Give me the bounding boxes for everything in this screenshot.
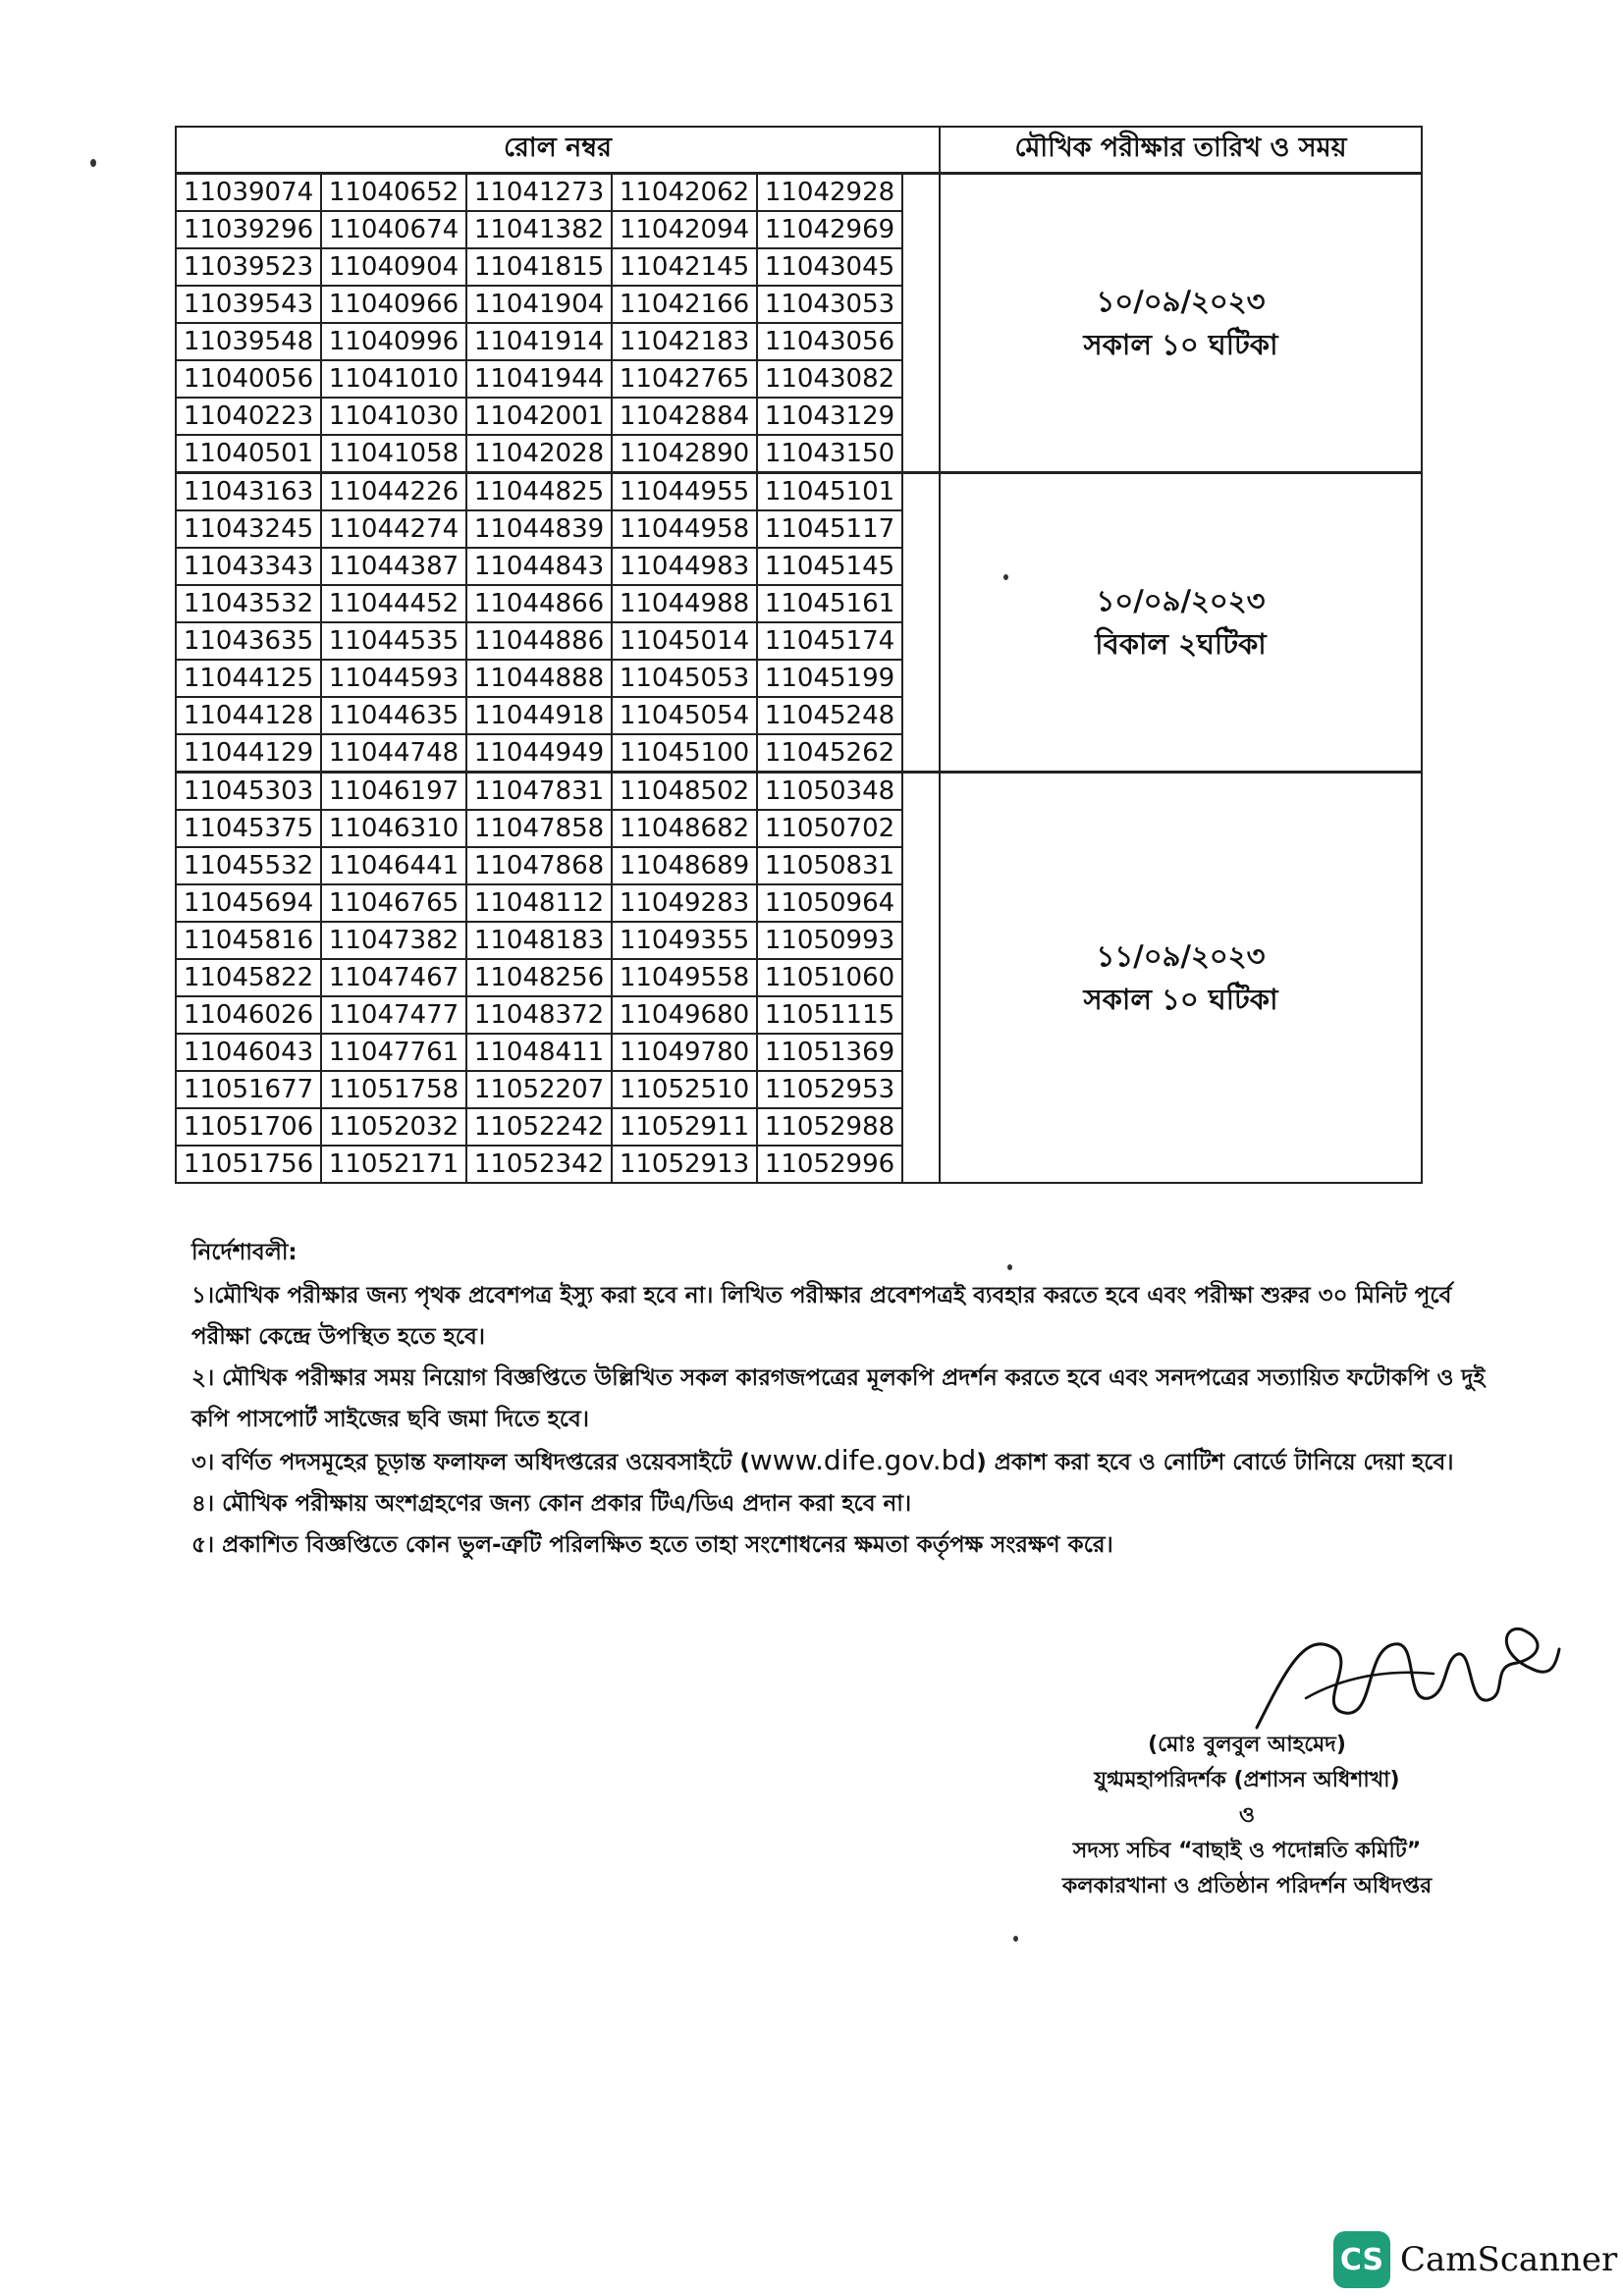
- roll-number-cell: 11044983: [612, 548, 757, 585]
- roll-number-cell: 11051677: [176, 1071, 321, 1108]
- roll-number-cell: 11043129: [757, 398, 902, 435]
- spacer-cell: [902, 959, 940, 996]
- interview-schedule-header: মৌখিক পরীক্ষার তারিখ ও সময়: [940, 127, 1422, 174]
- roll-number-cell: 11044387: [321, 548, 466, 585]
- roll-number-cell: 11052510: [612, 1071, 757, 1108]
- roll-number-cell: 11045822: [176, 959, 321, 996]
- table-header-row: [176, 127, 1422, 174]
- spacer-cell: [902, 323, 940, 360]
- interview-time: বিকাল ২ঘটিকা: [1095, 627, 1267, 661]
- instruction-item-3: [191, 1440, 1507, 1483]
- roll-number-header: রোল নম্বর: [176, 127, 940, 174]
- roll-number-cell: 11045145: [757, 548, 902, 585]
- roll-number-cell: 11042890: [612, 435, 757, 473]
- signatory-title: যুগ্মমহাপরিদর্শক (প্রশাসন অধিশাখা): [1094, 1768, 1400, 1792]
- spacer-cell: [902, 174, 940, 212]
- roll-number-cell: 11045014: [612, 622, 757, 660]
- roll-number-cell: 11045532: [176, 847, 321, 884]
- spacer-cell: [902, 510, 940, 548]
- roll-number-cell: 11051756: [176, 1146, 321, 1183]
- instruction-item-4: ৪। মৌখিক পরীক্ষায় অংশগ্রহণের জন্য কোন প্রকার টিএ/ডিএ প্রদান করা হবে না।: [191, 1491, 912, 1517]
- roll-number-cell: 11044226: [321, 473, 466, 511]
- roll-number-cell: 11052242: [466, 1108, 612, 1146]
- spacer-cell: [902, 585, 940, 622]
- signatory-conjunction: ও: [1238, 1803, 1256, 1828]
- spacer-cell: [902, 734, 940, 773]
- roll-number-cell: 11048183: [466, 922, 612, 959]
- roll-number-cell: 11044593: [321, 660, 466, 697]
- roll-number-cell: 11044825: [466, 473, 612, 511]
- roll-number-cell: 11049558: [612, 959, 757, 996]
- spacer-cell: [902, 810, 940, 847]
- roll-number-cell: 11039523: [176, 248, 321, 286]
- roll-number-cell: 11040904: [321, 248, 466, 286]
- roll-number-cell: 11047831: [466, 773, 612, 811]
- roll-number-cell: 11045053: [612, 660, 757, 697]
- roll-number-cell: 11046765: [321, 884, 466, 922]
- roll-number-cell: 11052988: [757, 1108, 902, 1146]
- scan-speck: [90, 159, 96, 167]
- roll-number-cell: 11050348: [757, 773, 902, 811]
- roll-number-cell: 11043056: [757, 323, 902, 360]
- schedule-cell: [940, 473, 1422, 773]
- roll-number-cell: 11041914: [466, 323, 612, 360]
- roll-number-cell: 11043045: [757, 248, 902, 286]
- roll-number-cell: 11044958: [612, 510, 757, 548]
- roll-number-cell: 11048502: [612, 773, 757, 811]
- spacer-cell: [902, 360, 940, 398]
- spacer-cell: [902, 884, 940, 922]
- roll-number-cell: 11043343: [176, 548, 321, 585]
- roll-number-cell: 11042094: [612, 211, 757, 248]
- spacer-cell: [902, 473, 940, 511]
- roll-number-cell: 11048256: [466, 959, 612, 996]
- roll-number-cell: 11046441: [321, 847, 466, 884]
- spacer-cell: [902, 1071, 940, 1108]
- roll-number-cell: 11041010: [321, 360, 466, 398]
- roll-number-cell: 11046197: [321, 773, 466, 811]
- roll-number-cell: 11046026: [176, 996, 321, 1034]
- roll-number-cell: 11044635: [321, 697, 466, 734]
- roll-number-cell: 11045100: [612, 734, 757, 773]
- roll-number-cell: 11048411: [466, 1034, 612, 1071]
- signatory-role: সদস্য সচিব “বাছাই ও পদোন্নতি কমিটি”: [1072, 1839, 1422, 1863]
- roll-number-cell: 11039074: [176, 174, 321, 212]
- roll-number-cell: 11044866: [466, 585, 612, 622]
- roll-number-cell: 11044535: [321, 622, 466, 660]
- camscanner-name: CamScanner: [1400, 2240, 1618, 2279]
- roll-number-cell: 11047467: [321, 959, 466, 996]
- interview-date: ১১/০৯/২০২৩: [1096, 939, 1266, 973]
- roll-number-cell: 11044843: [466, 548, 612, 585]
- instruction-item-3-text-end: ) প্রকাশ করা হবে ও নোটিশ বোর্ডে টানিয়ে দেয়া হবে।: [976, 1450, 1454, 1475]
- roll-number-cell: 11047477: [321, 996, 466, 1034]
- roll-number-cell: 11040223: [176, 398, 321, 435]
- roll-number-cell: 11042765: [612, 360, 757, 398]
- instruction-item-5: ৫। প্রকাশিত বিজ্ঞপ্তিতে কোন ভুল-ত্রুটি পরিলক্ষিত হতে তাহা সংশোধনের ক্ষমতা কর্তৃপক্ষ সংরক্ষণ করে।: [191, 1532, 1113, 1558]
- roll-number-cell: 11044839: [466, 510, 612, 548]
- roll-number-cell: 11045199: [757, 660, 902, 697]
- table-row: [176, 174, 1422, 212]
- roll-number-cell: 11041944: [466, 360, 612, 398]
- roll-number-cell: 11042969: [757, 211, 902, 248]
- spacer-cell: [902, 398, 940, 435]
- scan-speck: [1007, 1264, 1012, 1270]
- roll-number-cell: 11042028: [466, 435, 612, 473]
- roll-number-cell: 11052171: [321, 1146, 466, 1183]
- roll-number-cell: 11040056: [176, 360, 321, 398]
- roll-number-cell: 11048372: [466, 996, 612, 1034]
- roll-number-cell: 11045262: [757, 734, 902, 773]
- table-row: [176, 473, 1422, 511]
- website-url: www.dife.gov.bd: [749, 1444, 977, 1476]
- roll-number-cell: 11039548: [176, 323, 321, 360]
- spacer-cell: [902, 996, 940, 1034]
- roll-number-cell: 11045054: [612, 697, 757, 734]
- signatory-office: কলকারখানা ও প্রতিষ্ঠান পরিদর্শন অধিদপ্তর: [1061, 1874, 1433, 1898]
- camscanner-logo-icon: CS: [1333, 2231, 1390, 2288]
- roll-number-cell: 11044128: [176, 697, 321, 734]
- roll-number-cell: 11048689: [612, 847, 757, 884]
- spacer-cell: [902, 847, 940, 884]
- roll-number-cell: 11041058: [321, 435, 466, 473]
- roll-number-cell: 11040996: [321, 323, 466, 360]
- roll-number-cell: 11047858: [466, 810, 612, 847]
- spacer-cell: [902, 922, 940, 959]
- instruction-item-1: ১।মৌখিক পরীক্ষার জন্য পৃথক প্রবেশপত্র ইস্যু করা হবে না। লিখিত পরীক্ষার প্রবেশপত্রই ব্যবহার করতে হবে এবং পরীক্ষা শুরুর ৩০ মিনিট পূর্বে পরীক্ষা কেন্দ্রে উপস্থিত হতে হবে।: [191, 1283, 1452, 1350]
- spacer-cell: [902, 548, 940, 585]
- roll-number-cell: 11049283: [612, 884, 757, 922]
- spacer-cell: [902, 773, 940, 811]
- roll-number-cell: 11044988: [612, 585, 757, 622]
- roll-number-cell: 11045117: [757, 510, 902, 548]
- camscanner-watermark: [1333, 2228, 1617, 2291]
- roll-table-body: [176, 174, 1422, 1184]
- roll-number-cell: 11045174: [757, 622, 902, 660]
- spacer-cell: [902, 1108, 940, 1146]
- scan-speck: [1003, 574, 1008, 580]
- roll-number-cell: 11039296: [176, 211, 321, 248]
- roll-number-cell: 11040501: [176, 435, 321, 473]
- roll-number-cell: 11051758: [321, 1071, 466, 1108]
- spacer-cell: [902, 622, 940, 660]
- roll-number-cell: 11052911: [612, 1108, 757, 1146]
- spacer-cell: [902, 697, 940, 734]
- roll-number-cell: 11049780: [612, 1034, 757, 1071]
- instruction-item-2: ২। মৌখিক পরীক্ষার সময় নিয়োগ বিজ্ঞপ্তিতে উল্লিখিত সকল কারগজপত্রের মূলকপি প্রদর্শন করতে হবে এবং সনদপত্রের সত্যায়িত ফটোকপি ও দুই কপি পাসপোর্ট সাইজের ছবি জমা দিতে হবে।: [191, 1365, 1486, 1432]
- roll-number-cell: 11047868: [466, 847, 612, 884]
- interview-date: ১০/০৯/২০২৩: [1096, 285, 1266, 318]
- roll-number-cell: 11051115: [757, 996, 902, 1034]
- roll-number-cell: 11042001: [466, 398, 612, 435]
- roll-number-cell: 11049355: [612, 922, 757, 959]
- signatory-name: (মোঃ বুলবুল আহমেদ): [1148, 1733, 1346, 1757]
- roll-number-cell: 11041030: [321, 398, 466, 435]
- roll-number-table: [175, 126, 1423, 1184]
- spacer-cell: [902, 660, 940, 697]
- roll-number-cell: 11044949: [466, 734, 612, 773]
- schedule-cell: [940, 174, 1422, 473]
- roll-number-cell: 11051369: [757, 1034, 902, 1071]
- roll-number-cell: 11041382: [466, 211, 612, 248]
- schedule-cell: [940, 773, 1422, 1184]
- roll-number-cell: 11043053: [757, 286, 902, 323]
- roll-number-cell: 11041273: [466, 174, 612, 212]
- roll-number-cell: 11041815: [466, 248, 612, 286]
- interview-time: সকাল ১০ ঘটিকা: [1083, 328, 1278, 361]
- roll-number-cell: 11043150: [757, 435, 902, 473]
- roll-number-cell: 11046043: [176, 1034, 321, 1071]
- spacer-cell: [902, 1146, 940, 1183]
- roll-number-cell: 11043532: [176, 585, 321, 622]
- roll-number-cell: 11044748: [321, 734, 466, 773]
- roll-number-cell: 11042145: [612, 248, 757, 286]
- roll-number-cell: 11050702: [757, 810, 902, 847]
- roll-number-cell: 11042062: [612, 174, 757, 212]
- roll-number-cell: 11050964: [757, 884, 902, 922]
- roll-number-cell: 11045303: [176, 773, 321, 811]
- roll-number-cell: 11042166: [612, 286, 757, 323]
- roll-number-cell: 11048112: [466, 884, 612, 922]
- roll-number-cell: 11044274: [321, 510, 466, 548]
- spacer-cell: [902, 286, 940, 323]
- roll-number-cell: 11052913: [612, 1146, 757, 1183]
- roll-number-cell: 11045375: [176, 810, 321, 847]
- instruction-item-3-text-start: ৩। বর্ণিত পদসমূহের চূড়ান্ত ফলাফল অধিদপ্তরের ওয়েবসাইটে (: [191, 1450, 750, 1475]
- roll-number-cell: 11046310: [321, 810, 466, 847]
- spacer-cell: [902, 211, 940, 248]
- roll-number-cell: 11045101: [757, 473, 902, 511]
- signature-block: [1021, 1728, 1473, 1904]
- roll-number-cell: 11044129: [176, 734, 321, 773]
- roll-number-cell: 11044125: [176, 660, 321, 697]
- roll-number-cell: 11043245: [176, 510, 321, 548]
- roll-number-cell: 11048682: [612, 810, 757, 847]
- table-row: [176, 773, 1422, 811]
- instructions-section: [191, 1232, 1507, 1566]
- spacer-cell: [902, 435, 940, 473]
- spacer-cell: [902, 248, 940, 286]
- roll-number-cell: 11050831: [757, 847, 902, 884]
- interview-date: ১০/০৯/২০২৩: [1096, 584, 1266, 617]
- roll-number-cell: 11044452: [321, 585, 466, 622]
- roll-number-cell: 11052342: [466, 1146, 612, 1183]
- roll-number-cell: 11045816: [176, 922, 321, 959]
- roll-number-cell: 11051706: [176, 1108, 321, 1146]
- roll-number-cell: 11045161: [757, 585, 902, 622]
- instructions-heading: নির্দেশাবলী:: [191, 1240, 298, 1265]
- interview-time: সকাল ১০ ঘটিকা: [1083, 983, 1278, 1016]
- roll-number-cell: 11052207: [466, 1071, 612, 1108]
- roll-number-cell: 11040674: [321, 211, 466, 248]
- scan-speck: [1013, 1936, 1018, 1942]
- roll-number-cell: 11051060: [757, 959, 902, 996]
- roll-number-cell: 11039543: [176, 286, 321, 323]
- roll-number-cell: 11049680: [612, 996, 757, 1034]
- roll-number-cell: 11044888: [466, 660, 612, 697]
- roll-number-cell: 11040966: [321, 286, 466, 323]
- roll-number-cell: 11043082: [757, 360, 902, 398]
- roll-number-cell: 11047761: [321, 1034, 466, 1071]
- roll-number-cell: 11042183: [612, 323, 757, 360]
- roll-number-cell: 11052996: [757, 1146, 902, 1183]
- roll-number-cell: 11045694: [176, 884, 321, 922]
- roll-number-cell: 11040652: [321, 174, 466, 212]
- roll-number-cell: 11050993: [757, 922, 902, 959]
- roll-number-cell: 11044918: [466, 697, 612, 734]
- roll-number-cell: 11042928: [757, 174, 902, 212]
- roll-number-cell: 11043163: [176, 473, 321, 511]
- roll-number-cell: 11044955: [612, 473, 757, 511]
- roll-number-cell: 11045248: [757, 697, 902, 734]
- roll-number-cell: 11047382: [321, 922, 466, 959]
- roll-number-cell: 11044886: [466, 622, 612, 660]
- roll-number-cell: 11043635: [176, 622, 321, 660]
- spacer-cell: [902, 1034, 940, 1071]
- roll-number-cell: 11052953: [757, 1071, 902, 1108]
- roll-number-cell: 11041904: [466, 286, 612, 323]
- roll-number-cell: 11052032: [321, 1108, 466, 1146]
- roll-number-cell: 11042884: [612, 398, 757, 435]
